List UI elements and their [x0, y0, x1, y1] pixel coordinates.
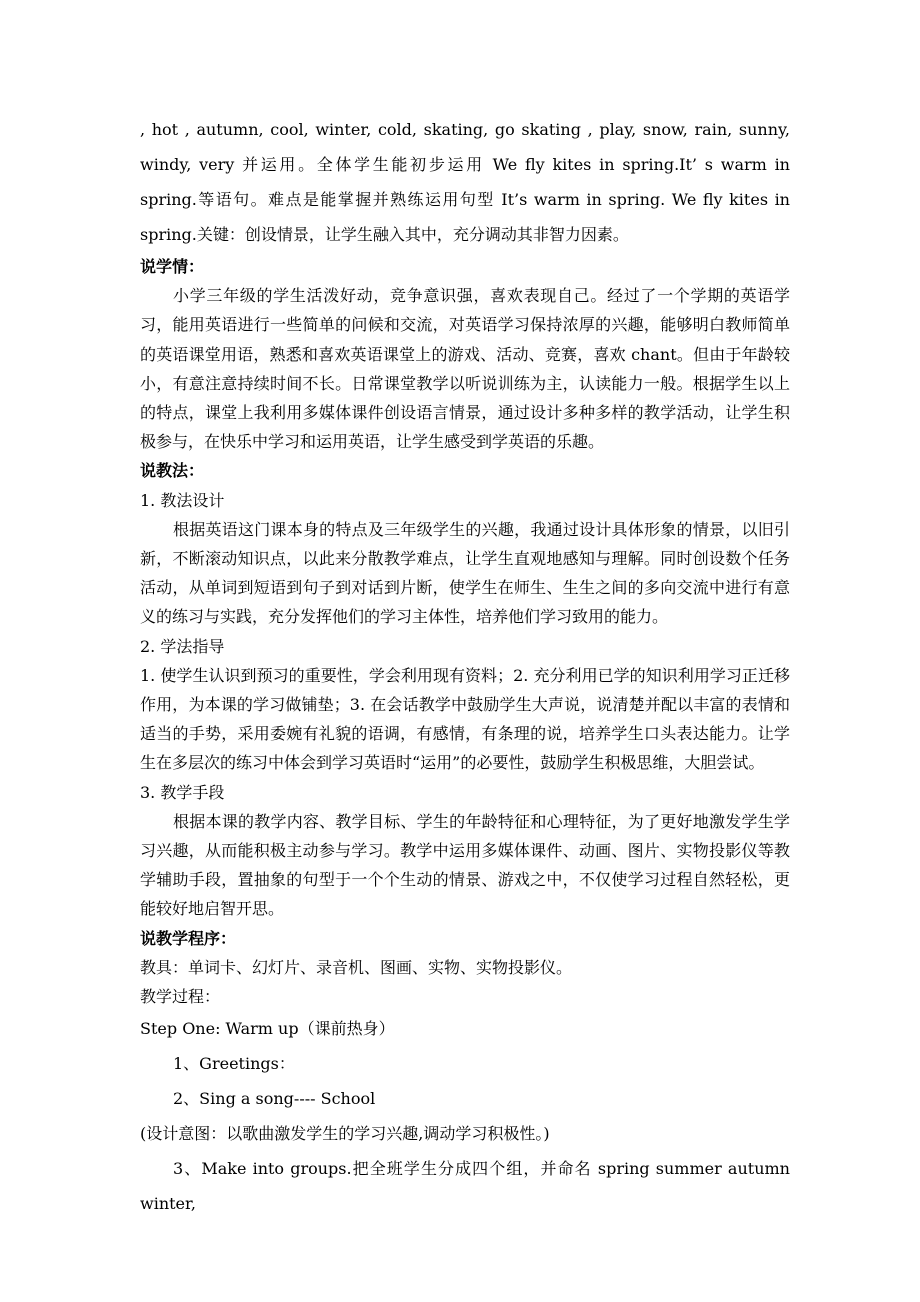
step-sing-song: 2、Sing a song---- School: [173, 1089, 376, 1109]
method-2-title: 2. 学法指导: [140, 636, 225, 656]
procedure-heading: 说教学程序：: [140, 928, 237, 948]
step-make-groups: 3、Make into groups.把全班学生分成四个组，并命名 spring summer autumn winter,: [140, 1159, 790, 1214]
method-2-paragraph: 1. 使学生认识到预习的重要性，学会利用现有资料；2. 充分利用已学的知识利用学习正迁移作用，为本课的学习做铺垫；3. 在会话教学中鼓励学生大声说，说清楚并配以丰富的表情和适当的手势，采用委婉有礼貌的语调，有感情，有条理的说，培养学生口头表达能力。让学生在多层次的练习中体会到学习英语时“运用”的必要性，鼓励学生积极思维，大胆尝试。: [140, 665, 790, 773]
teaching-tools: 教具：单词卡、幻灯片、录音机、图画、实物、实物投影仪。: [140, 957, 573, 977]
method-1-title: 1. 教法设计: [140, 490, 225, 510]
document-page: [140, 112, 790, 1221]
step-design-note: (设计意图：以歌曲激发学生的学习兴趣,调动学习积极性。): [140, 1124, 550, 1144]
step-one-title: Step One: Warm up（课前热身）: [140, 1019, 395, 1039]
students-heading: 说学情：: [140, 257, 205, 276]
intro-paragraph: , hot , autumn, cool, winter, cold, skating, go skating , play, snow, rain, sunny, windy, very 并运用。全体学生能初步运用 We fly kites in spring.It’ s warm in spring.等语句。难点是能掌握并熟练运用句型 It’s warm in spring. We fly kites in spring.关键：创设情景，让学生融入其中，充分调动其非智力因素。: [140, 120, 790, 244]
method-3-title: 3. 教学手段: [140, 782, 225, 802]
step-greetings: 1、Greetings：: [173, 1054, 295, 1074]
students-paragraph: 小学三年级的学生活泼好动，竞争意识强，喜欢表现自己。经过了一个学期的英语学习，能用英语进行一些简单的问候和交流，对英语学习保持浓厚的兴趣，能够明白教师简单的英语课堂用语，熟悉和喜欢英语课堂上的游戏、活动、竞赛，喜欢 chant。但由于年龄较小，有意注意持续时间不长。日常课堂教学以听说训练为主，认读能力一般。根据学生以上的特点，课堂上我利用多媒体课件创设语言情景，通过设计多种多样的教学活动，让学生积极参与，在快乐中学习和运用英语，让学生感受到学英语的乐趣。: [140, 286, 790, 452]
teaching-process-label: 教学过程：: [140, 987, 221, 1007]
methods-heading: 说教法：: [140, 461, 205, 481]
method-3-paragraph: 根据本课的教学内容、教学目标、学生的年龄特征和心理特征，为了更好地激发学生学习兴趣，从而能积极主动参与学习。教学中运用多媒体课件、动画、图片、实物投影仪等教学辅助手段，置抽象的句型于一个个生动的情景、游戏之中，不仅使学习过程自然轻松，更能较好地启智开思。: [140, 811, 790, 919]
method-1-paragraph: 根据英语这门课本身的特点及三年级学生的兴趣，我通过设计具体形象的情景，以旧引新，不断滚动知识点，以此来分散教学难点，让学生直观地感知与理解。同时创设数个任务活动，从单词到短语到句子到对话到片断，使学生在师生、生生之间的多向交流中进行有意义的练习与实践，充分发挥他们的学习主体性，培养他们学习致用的能力。: [140, 519, 790, 627]
